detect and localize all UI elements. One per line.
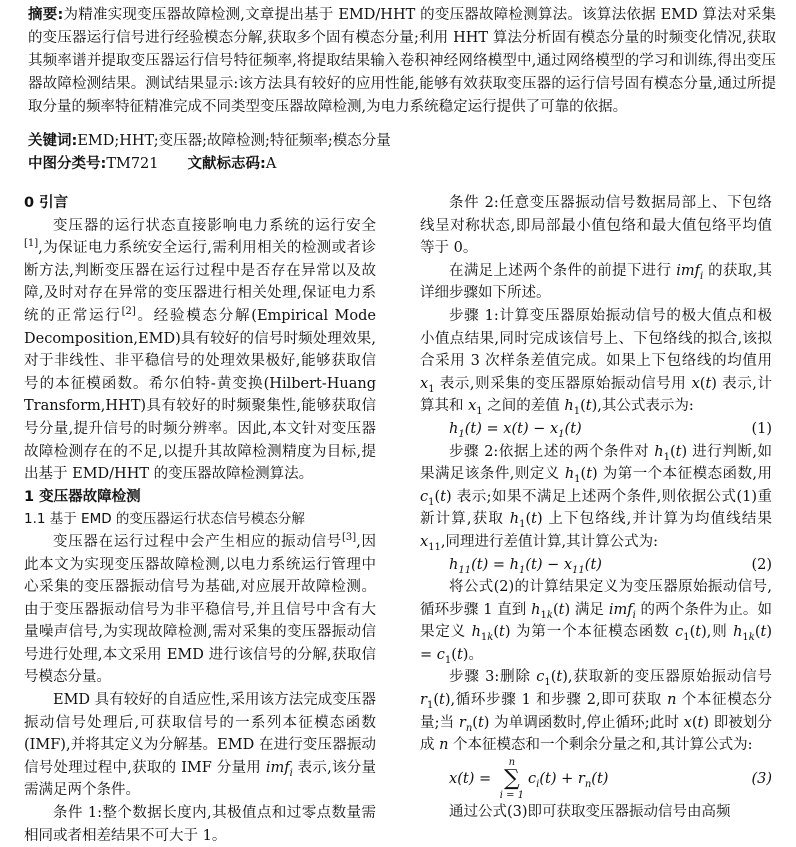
body-paragraph: 通过公式(3)即可获取变压器振动信号由高频 <box>449 803 731 820</box>
keywords-block <box>28 130 776 176</box>
subsection-heading: 1.1 基于 EMD 的变压器运行状态信号模态分解 <box>24 511 305 528</box>
abstract-text: 为精准实现变压器故障检测,文章提出基于 EMD/HHT 的变压器故障检测算法。该算法依据 EMD 算法对采集的变压器运行信号进行经验模态分解,获取多个固有模态分量;利用 HHT 算法分析固有模态分量的时频变化情况,获取其频率谱并提取变压器运行信号特征频率,将提取结果输入卷积神经网络模型中,通过网络模型的学习和训练,得出变压器故障检测结果。测试结果显示:该方法具有较好的应用性能,能够有效获取变压器的运行信号固有模态分量,通过所提取分量的频率特征精准完成不同类型变压器故障检测,为电力系统稳定运行提供了可靠的依据。 <box>28 7 776 115</box>
classification-label: 中图分类号: <box>28 156 107 172</box>
citation: [2] <box>121 306 136 318</box>
step-1: 步骤 1:计算变压器原始振动信号的极大值点和极小值点结果,同时完成该信号上、下包络线的拟合,该拟合采用 3 次样条差值完成。如果上下包络线的均值用 $x_1$ 表示,则采集的变压器原始振动信号用 x(t) 表示,计算其和 $x_1$ 之间的差值 $h_1(t)$,其公式表示为: <box>420 307 773 418</box>
body-paragraph: EMD 具有较好的自适应性,采用该方法完成变压器振动信号处理后,可获取信号的一系列本征模态函数(IMF),并将其定义为分解基。EMD 在进行变压器振动信号处理过程中,获取的 IMF 分量用 imf$_i$ 表示,该分量需满足两个条件。 <box>24 692 376 799</box>
left-column <box>24 192 376 847</box>
body-paragraph: 变压器在运行过程中会产生相应的振动信号[3],因此本文为实现变压器故障检测,以电力系统运行管理中心采集的变压器振动信号为基础,对应展开故障检测。由于变压器振动信号为非平稳信号,并且信号中含有大量噪声信号,为实现故障检测,需对采集的变压器振动信号进行处理,本文采用 EMD 进行该信号的分解,获取信号模态分量。 <box>24 532 377 686</box>
step-2: 步骤 2:依据上述的两个条件对 $h_1(t)$ 进行判断,如果满足该条件,则定义 $h_1(t)$ 为第一个本征模态函数,用 $c_1(t)$ 表示;如果不满足上述两个条件,则依据公式(1)重新计算,获取 $h_1(t)$ 上下包络线,并计算为均值线结果 $x_{11}$,同理进行差值计算,其计算公式为: <box>420 443 773 553</box>
classification-value: TM721 <box>106 156 159 172</box>
summation-symbol: n ∑ i = 1 <box>499 756 525 801</box>
equation-1: $h_1(t) = x(t) - x_1(t)$ (1) <box>420 418 772 441</box>
right-column <box>420 192 772 823</box>
equation-2: $h_{11}(t) = h_1(t) - x_{11}(t)$ (2) <box>420 554 772 577</box>
abstract-label: 摘要: <box>28 7 64 23</box>
keywords-label: 关键词: <box>28 133 78 149</box>
citation: [1] <box>24 238 39 250</box>
keywords-text: EMD;HHT;变压器;故障检测;特征频率;模态分量 <box>77 133 391 149</box>
step-3: 步骤 3:删除 $c_1(t)$,获取新的变压器原始振动信号 $r_1(t)$,循环步骤 1 和步骤 2,即可获取 n 个本征模态分量;当 $r_n(t)$ 为单调函数时,停止循环;此时 x(t) 即被划分成 n 个本征模态和一个剩余分量之和,其计算公式为: <box>420 669 773 754</box>
equation-number: (3) <box>751 770 772 787</box>
keywords-line <box>28 130 776 153</box>
doc-code-label: 文献标志码: <box>187 156 266 172</box>
equation-number: (1) <box>751 420 772 437</box>
condition-2: 条件 2:任意变压器振动信号数据局部上、下包络线呈对称状态,即局部最小值包络和最大值包络平均值等于 0。 <box>420 195 772 257</box>
classification-line <box>28 153 776 176</box>
citation: [3] <box>342 532 357 544</box>
equation-number: (2) <box>751 556 772 573</box>
body-paragraph: 将公式(2)的计算结果定义为变压器原始振动信号,循环步骤 1 直到 $h_{1k}(t)$ 满足 imf$_i$ 的两个条件为止。如果定义 $h_{1k}(t)$ 为第一个本征模态函数 $c_1(t)$,则 $h_{1k}(t) = c_1(t)$。 <box>420 579 773 666</box>
equation-3: x(t) = n ∑ i = 1 $c_i(t) + r_n(t)$ (3) <box>449 756 772 801</box>
abstract-block <box>28 4 776 119</box>
intro-paragraph: 变压器的运行状态直接影响电力系统的运行安全[1],为保证电力系统安全运行,需利用相关的检测或者诊断方法,判断变压器在运行过程中是否存在异常以及故障,及时对存在异常的变压器进行相关处理,保证电力系统的正常运行[2]。经验模态分解(Empirical Mode Decomposition,EMD)具有较好的信号时频处理效果,对于非线性、非平稳信号的处理效果极好,能够获取信号的本征模函数。希尔伯特-黄变换(Hilbert-Huang Transform,HHT)具有较好的时频聚集性,能够获取信号分量,提升信号的时频分辨率。因此,本文针对变压器故障检测存在的不足,以提升其故障检测精度为目标,提出基于 EMD/HHT 的变压器故障检测算法。 <box>24 217 376 483</box>
section-heading-intro: 0 引言 <box>24 195 69 211</box>
abstract-paragraph <box>28 4 776 119</box>
doc-code-value: A <box>265 156 277 172</box>
condition-1: 条件 1:整个数据长度内,其极值点和过零点数量需相同或者相差结果不可大于 1。 <box>24 805 376 844</box>
section-heading-detection: 1 变压器故障检测 <box>24 488 141 505</box>
body-paragraph: 在满足上述两个条件的前提下进行 imf$_i$ 的获取,其详细步骤如下所述。 <box>420 262 773 302</box>
